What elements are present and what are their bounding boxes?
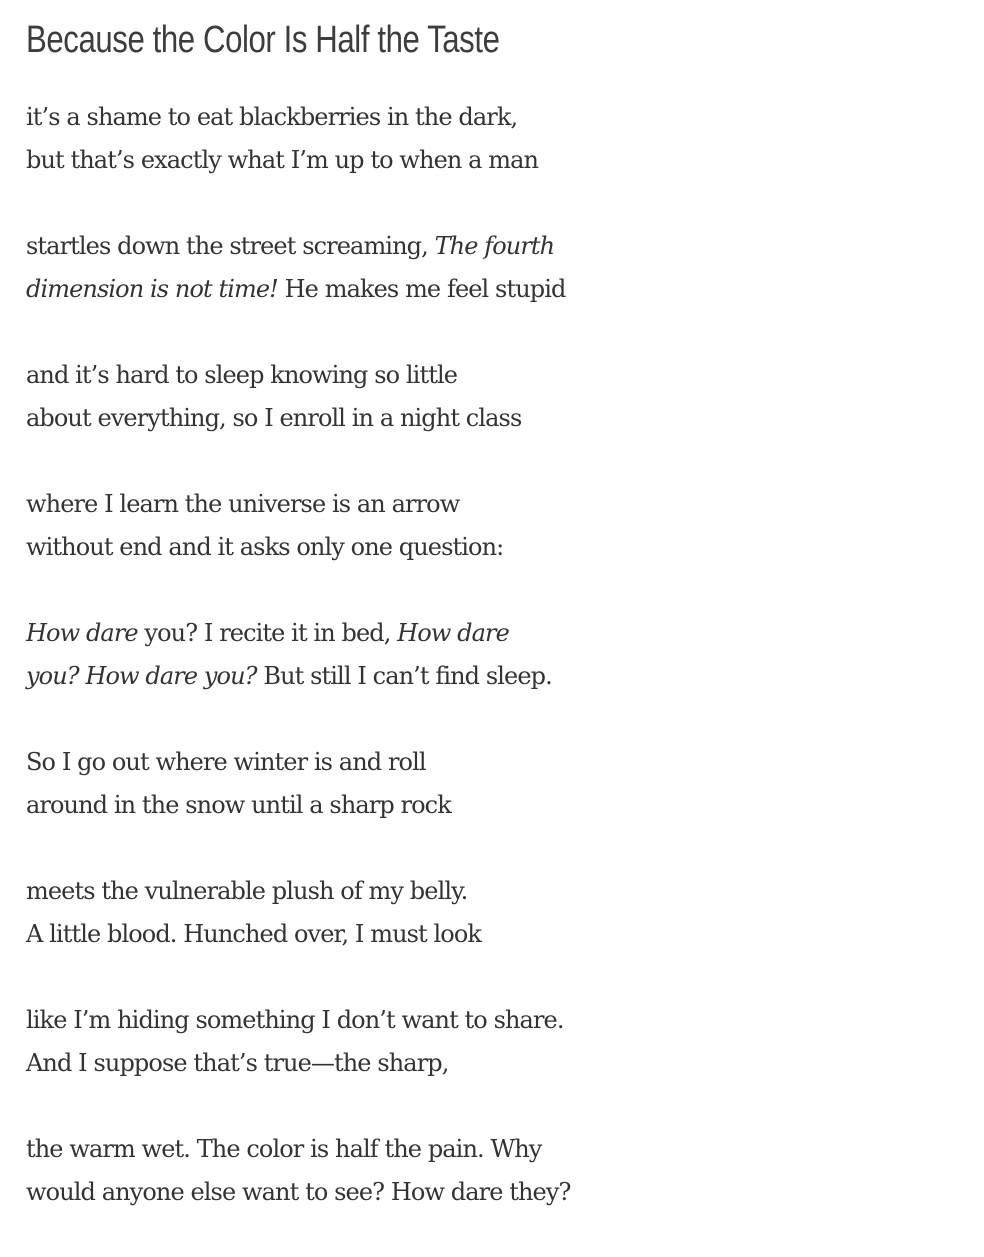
line-text: So I go out where winter is and roll bbox=[26, 748, 426, 776]
stanza bbox=[26, 999, 966, 1085]
italic-phrase: The fourth bbox=[434, 232, 555, 260]
stanza bbox=[26, 225, 966, 311]
line-text: meets the vulnerable plush of my belly. bbox=[26, 877, 468, 905]
italic-phrase: How dare bbox=[26, 619, 138, 647]
line-text: And I suppose that’s true—the sharp, bbox=[26, 1049, 449, 1077]
line-text: about everything, so I enroll in a night class bbox=[26, 404, 522, 432]
line-text: where I learn the universe is an arrow bbox=[26, 490, 460, 518]
poem-line bbox=[26, 999, 966, 1042]
stanza bbox=[26, 354, 966, 440]
poem-line bbox=[26, 139, 966, 182]
line-text: He makes me feel stupid bbox=[277, 275, 566, 303]
line-text: but that’s exactly what I’m up to when a man bbox=[26, 146, 539, 174]
poem-line bbox=[26, 741, 966, 784]
stanza bbox=[26, 870, 966, 956]
poem-line bbox=[26, 870, 966, 913]
poem-line bbox=[26, 397, 966, 440]
line-text: around in the snow until a sharp rock bbox=[26, 791, 451, 819]
poem-line bbox=[26, 1171, 966, 1214]
italic-phrase: How dare bbox=[397, 619, 509, 647]
line-text: without end and it asks only one question: bbox=[26, 533, 504, 561]
stanza bbox=[26, 96, 966, 182]
line-text: the warm wet. The color is half the pain. Why bbox=[26, 1135, 542, 1163]
poem-line bbox=[26, 612, 966, 655]
line-text: like I’m hiding something I don’t want to share. bbox=[26, 1006, 564, 1034]
stanza bbox=[26, 483, 966, 569]
poem-line bbox=[26, 225, 966, 268]
line-text: you? I recite it in bed, bbox=[137, 619, 398, 647]
poem-title: Because the Color Is Half the Taste bbox=[26, 19, 500, 61]
poem-line bbox=[26, 1128, 966, 1171]
poem-line bbox=[26, 483, 966, 526]
stanza bbox=[26, 741, 966, 827]
poem-line bbox=[26, 655, 966, 698]
poem-line bbox=[26, 1042, 966, 1085]
italic-phrase: dimension is not time! bbox=[26, 275, 278, 303]
line-text: it’s a shame to eat blackberries in the dark, bbox=[26, 103, 518, 131]
poem-line bbox=[26, 784, 966, 827]
poem-line bbox=[26, 526, 966, 569]
poem-body bbox=[26, 96, 966, 1214]
stanza bbox=[26, 612, 966, 698]
line-text: But still I can’t find sleep. bbox=[256, 662, 552, 690]
line-text: and it’s hard to sleep knowing so little bbox=[26, 361, 458, 389]
poem-line bbox=[26, 354, 966, 397]
line-text: would anyone else want to see? How dare they? bbox=[26, 1178, 571, 1206]
stanza bbox=[26, 1128, 966, 1214]
line-text: A little blood. Hunched over, I must look bbox=[26, 920, 482, 948]
poem-line bbox=[26, 96, 966, 139]
poem-line bbox=[26, 913, 966, 956]
line-text: startles down the street screaming, bbox=[26, 232, 435, 260]
italic-phrase: you? How dare you? bbox=[26, 662, 257, 690]
poem-line bbox=[26, 268, 966, 311]
poem-page bbox=[26, 12, 966, 1257]
